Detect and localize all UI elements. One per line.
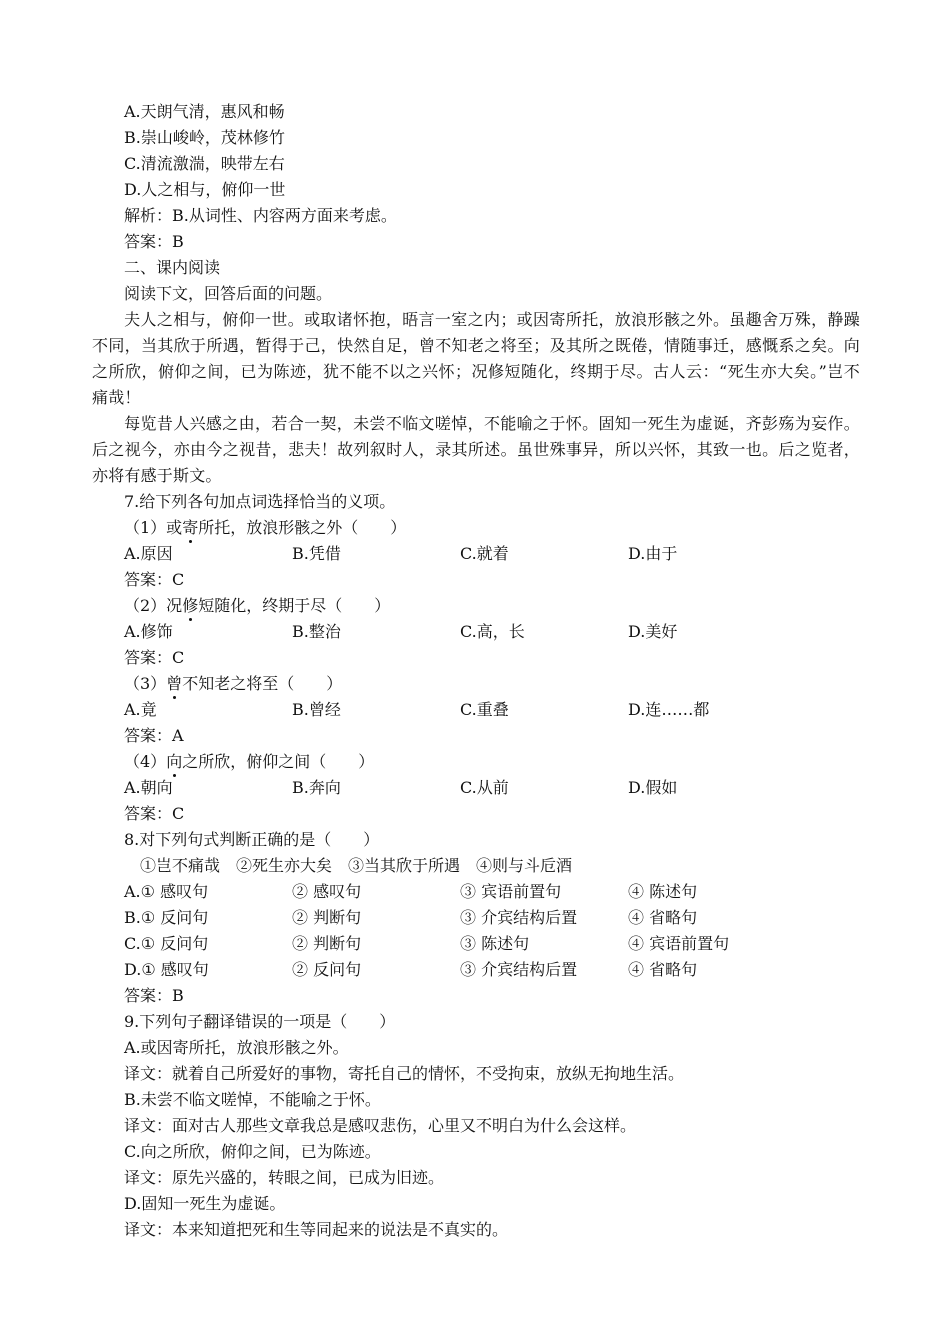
option-d: D.美好 (628, 622, 678, 641)
dotted-character: 寄 (182, 515, 198, 541)
passage-paragraph-1: 夫人之相与，俯仰一世。或取诸怀抱，晤言一室之内；或因寄所托，放浪形骸之外。虽趣舍万殊，静躁不同，当其欣于所遇，暂得于己，快然自足，曾不知老之将至；及其所之既倦，情随事迁，感慨系之矣。向之所欣，俯仰之间，已为陈迹，犹不能不以之兴怀；况修短随化，终期于尽。古人云：“死生亦大矣。”岂不痛哉！ (92, 310, 860, 407)
intro-option-c: C.清流激湍，映带左右 (124, 154, 285, 173)
option-a: A.朝向 (124, 778, 173, 797)
option-c: C.高，长 (460, 622, 525, 641)
section-title: 二、课内阅读 (124, 258, 221, 277)
option-b: B.曾经 (292, 700, 341, 719)
q9-translation-d: 译文：本来知道把死和生等同起来的说法是不真实的。 (124, 1220, 509, 1239)
q7-item-3-stem: （3）曾不知老之将至（ ） (124, 671, 342, 697)
dotted-character: 修 (182, 593, 198, 619)
option-b: B.奔向 (292, 778, 341, 797)
option-d: D.假如 (628, 778, 678, 797)
q9-translation-b: 译文：面对古人那些文章我总是感叹悲伤，心里又不明白为什么会这样。 (124, 1116, 637, 1135)
document-page: A.天朗气清，惠风和畅 B.崇山峻岭，茂林修竹 C.清流激湍，映带左右 D.人之相与，俯仰一世 解析：B.从词性、内容两方面来考虑。 答案：B 二、课内阅读 阅读下文，回答后面的问题。 夫人之相与，俯仰一世。或取诸怀抱，晤言一室之内；或因寄所托，放浪形骸之外。虽趣舍万殊，静躁不同，当其欣于所遇，暂得于己，快然自足，曾不知老之将至；及其所之既倦，情随事迁，感慨系之矣。向之所欣，俯仰之间，已为陈迹，犹不能不以之兴怀；况修短随化，终期于尽。古人云：“死生亦大矣。”岂不痛哉！ 每览昔人兴感之由，若合一契，未尝不临文嗟悼，不能喻之于怀。固知一死生为虚诞，齐彭殇为妄作。后之视今，亦由今之视昔，悲夫！故列叙时人，录其所述。虽世殊事异，所以兴怀，其致一也。后之览者，亦将有感于斯文。 7.给下列各句加点词选择恰当的义项。 （1）或寄所托，放浪形骸之外（ ） A.原因 B.凭借 C.就着 D.由于 答案：C （2）况修短随化，终期于尽（ ） A.修饰 B.整治 C.高，长 D.美好 答案：C （3）曾不知老之将至（ ） A.竟 B.曾经 C.重叠 D.连……都 答案：A （4）向之所欣，俯仰之间（ ） A.朝向 B.奔向 C.从前 D.假如 答案：C 8.对下列句式判断正确的是（ ） ①岂不痛哉 ②死生亦大矣 ③当其欣于所遇 ④则与斗卮酒 A.① 感叹句 ② 感叹句 ③ 宾语前置句 ④ 陈述句 B.① 反问句 ② 判断句 ③ 介宾结构后置 ④ 省略句 C.① 反问句 ② 判断句 ③ 陈述句 ④ 宾语前置句 D.① 感叹句 ② 反问句 ③ 介宾结构后置 ④ 省略句 答案：B 9.下列句子翻译错误的一项是（ ） A.或因寄所托，放浪形骸之外。 译文：就着自己所爱好的事物，寄托自己的情怀，不受拘束，放纵无拘地生活。 B.未尝不临文嗟悼，不能喻之于怀。 译文：面对古人那些文章我总是感叹悲伤，心里又不明白为什么会这样。 C.向之所欣，俯仰之间，已为陈迹。 译文：原先兴盛的，转眼之间，已成为旧迹。 D.固知一死生为虚诞。 译文：本来知道把死和生等同起来的说法是不真实的。 (0, 0, 950, 1344)
q9-option-d: D.固知一死生为虚诞。 (124, 1194, 286, 1213)
option-b: B.凭借 (292, 544, 341, 563)
option-b: B.整治 (292, 622, 341, 641)
q7-item-2-answer: 答案：C (124, 648, 185, 667)
q7-stem: 7.给下列各句加点词选择恰当的义项。 (124, 492, 396, 511)
q9-translation-c: 译文：原先兴盛的，转眼之间，已成为旧迹。 (124, 1168, 445, 1187)
option-d: D.由于 (628, 544, 678, 563)
passage-paragraph-2: 每览昔人兴感之由，若合一契，未尝不临文嗟悼，不能喻之于怀。固知一死生为虚诞，齐彭殇为妄作。后之视今，亦由今之视昔，悲夫！故列叙时人，录其所述。虽世殊事异，所以兴怀，其致一也。后之览者，亦将有感于斯文。 (92, 414, 860, 485)
q9-option-c: C.向之所欣，俯仰之间，已为陈迹。 (124, 1142, 381, 1161)
q7-item-1-stem: （1）或寄所托，放浪形骸之外（ ） (124, 515, 406, 541)
option-a: A.修饰 (124, 622, 173, 641)
option-c: C.重叠 (460, 700, 509, 719)
q7-item-4-stem: （4）向之所欣，俯仰之间（ ） (124, 749, 374, 775)
q9-option-b: B.未尝不临文嗟悼，不能喻之于怀。 (124, 1090, 381, 1109)
option-c: C.从前 (460, 778, 509, 797)
intro-option-d: D.人之相与，俯仰一世 (124, 180, 286, 199)
reading-prompt: 阅读下文，回答后面的问题。 (124, 284, 333, 303)
intro-option-b: B.崇山峻岭，茂林修竹 (124, 128, 285, 147)
option-d: D.连……都 (628, 700, 710, 719)
q8-answer: 答案：B (124, 986, 184, 1005)
intro-analysis: 解析：B.从词性、内容两方面来考虑。 (124, 206, 397, 225)
q8-sentences: ①岂不痛哉 ②死生亦大矣 ③当其欣于所遇 ④则与斗卮酒 (140, 856, 573, 875)
q7-item-2-stem: （2）况修短随化，终期于尽（ ） (124, 593, 390, 619)
q9-stem: 9.下列句子翻译错误的一项是（ ） (124, 1012, 396, 1031)
intro-answer: 答案：B (124, 232, 184, 251)
option-c: C.就着 (460, 544, 509, 563)
q9-option-a: A.或因寄所托，放浪形骸之外。 (124, 1038, 349, 1057)
q8-stem: 8.对下列句式判断正确的是（ ） (124, 830, 380, 849)
intro-option-a: A.天朗气清，惠风和畅 (124, 102, 285, 121)
q7-item-1-answer: 答案：C (124, 570, 185, 589)
q7-item-4-answer: 答案：C (124, 804, 185, 823)
dotted-character: 向 (166, 749, 182, 775)
q9-translation-a: 译文：就着自己所爱好的事物，寄托自己的情怀，不受拘束，放纵无拘地生活。 (124, 1064, 685, 1083)
option-a: A.原因 (124, 544, 173, 563)
dotted-character: 曾 (166, 671, 182, 697)
option-a: A.竟 (124, 700, 157, 719)
q7-item-3-answer: 答案：A (124, 726, 184, 745)
